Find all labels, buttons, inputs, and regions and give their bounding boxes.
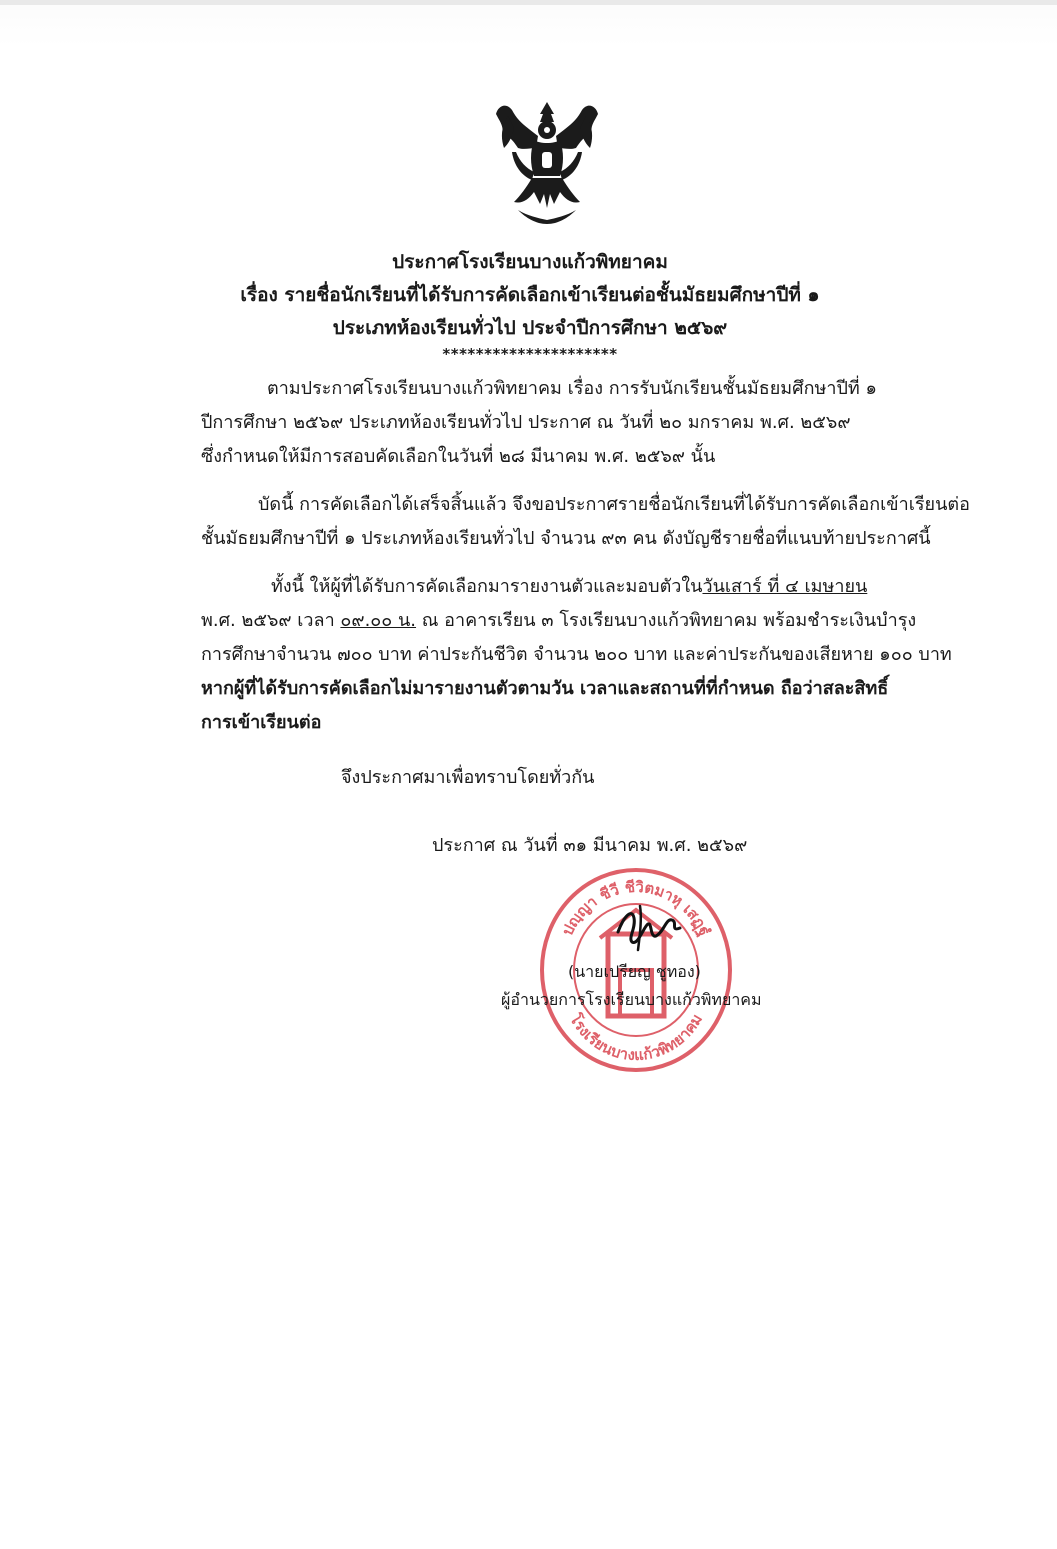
header-subject: เรื่อง รายชื่อนักเรียนที่ได้รับการคัดเลือกเข้าเรียนต่อชั้นมัธยมศึกษาปีที่ ๑ — [240, 284, 820, 306]
paragraph-3-line-1 — [201, 570, 921, 604]
header-category: ประเภทห้องเรียนทั่วไป ประจำปีการศึกษา ๒๕๖๙ — [332, 317, 728, 339]
signer-position: ผู้อำนวยการโรงเรียนบางแก้วพิทยาคม — [501, 990, 762, 1009]
paragraph-2-line-2: ชั้นมัธยมศึกษาปีที่ ๑ ประเภทห้องเรียนทั่วไป จำนวน ๙๓ คน ดังบัญชีรายชื่อที่แนบท้ายประกาศนี้ — [201, 528, 931, 549]
report-date-underlined: วันเสาร์ ที่ ๔ เมษายน — [702, 576, 868, 597]
paragraph-2 — [201, 488, 970, 556]
paragraph-3 — [201, 570, 952, 740]
header-divider: ********************* — [442, 345, 618, 363]
paragraph-1-line-1: ตามประกาศโรงเรียนบางแก้วพิทยาคม เรื่อง การรับนักเรียนชั้นมัธยมศึกษาปีที่ ๑ — [267, 378, 877, 399]
paragraph-3-line-4-warning: หากผู้ที่ได้รับการคัดเลือกไม่มารายงานตัวตามวัน เวลาและสถานที่ที่กำหนด ถือว่าสละสิทธิ์ — [201, 678, 889, 699]
signature-icon — [610, 898, 688, 954]
seal-top-text: ปญฺญา ชีวี ชีวิตมาหุ เสฏฺฐํ — [558, 877, 714, 939]
report-time-underlined: ๐๙.๐๐ น. — [340, 610, 417, 631]
garuda-emblem-icon — [488, 92, 606, 228]
paragraph-1 — [201, 372, 921, 474]
paragraph-3-line-2-text-b: ณ อาคารเรียน ๓ โรงเรียนบางแก้วพิทยาคม พร้อมชำระเงินบำรุง — [416, 610, 917, 631]
paragraph-3-line-5-warning: การเข้าเรียนต่อ — [201, 712, 322, 733]
paragraph-1-line-2: ปีการศึกษา ๒๕๖๙ ประเภทห้องเรียนทั่วไป ประกาศ ณ วันที่ ๒๐ มกราคม พ.ศ. ๒๕๖๙ — [201, 412, 851, 433]
announcement-date: ประกาศ ณ วันที่ ๓๑ มีนาคม พ.ศ. ๒๕๖๙ — [432, 835, 748, 856]
paragraph-1-line-3: ซึ่งกำหนดให้มีการสอบคัดเลือกในวันที่ ๒๘ มีนาคม พ.ศ. ๒๕๖๙ นั้น — [201, 446, 716, 467]
header-title: ประกาศโรงเรียนบางแก้วพิทยาคม — [392, 251, 668, 273]
announcement-header — [180, 246, 880, 363]
paragraph-2-line-1: บัดนี้ การคัดเลือกได้เสร็จสิ้นแล้ว จึงขอประกาศรายชื่อนักเรียนที่ได้รับการคัดเลือกเข้าเรียนต่อ — [258, 494, 970, 515]
closing-statement: จึงประกาศมาเพื่อทราบโดยทั่วกัน — [341, 767, 595, 788]
paragraph-3-line-3: การศึกษาจำนวน ๗๐๐ บาท ค่าประกันชีวิต จำนวน ๒๐๐ บาท และค่าประกันของเสียหาย ๑๐๐ บาท — [201, 644, 952, 665]
signer-name: (นายเปรียญ ชูทอง) — [568, 962, 701, 981]
paragraph-3-line-2 — [201, 604, 921, 638]
paragraph-3-line-1-text: ทั้งนี้ ให้ผู้ที่ได้รับการคัดเลือกมารายงานตัวและมอบตัวใน — [271, 576, 703, 597]
paragraph-3-line-2-text-a: พ.ศ. ๒๕๖๙ เวลา — [201, 610, 341, 631]
seal-bottom-text: โรงเรียนบางแก้วพิทยาคม — [566, 1010, 706, 1065]
page-top-edge — [0, 0, 1057, 5]
